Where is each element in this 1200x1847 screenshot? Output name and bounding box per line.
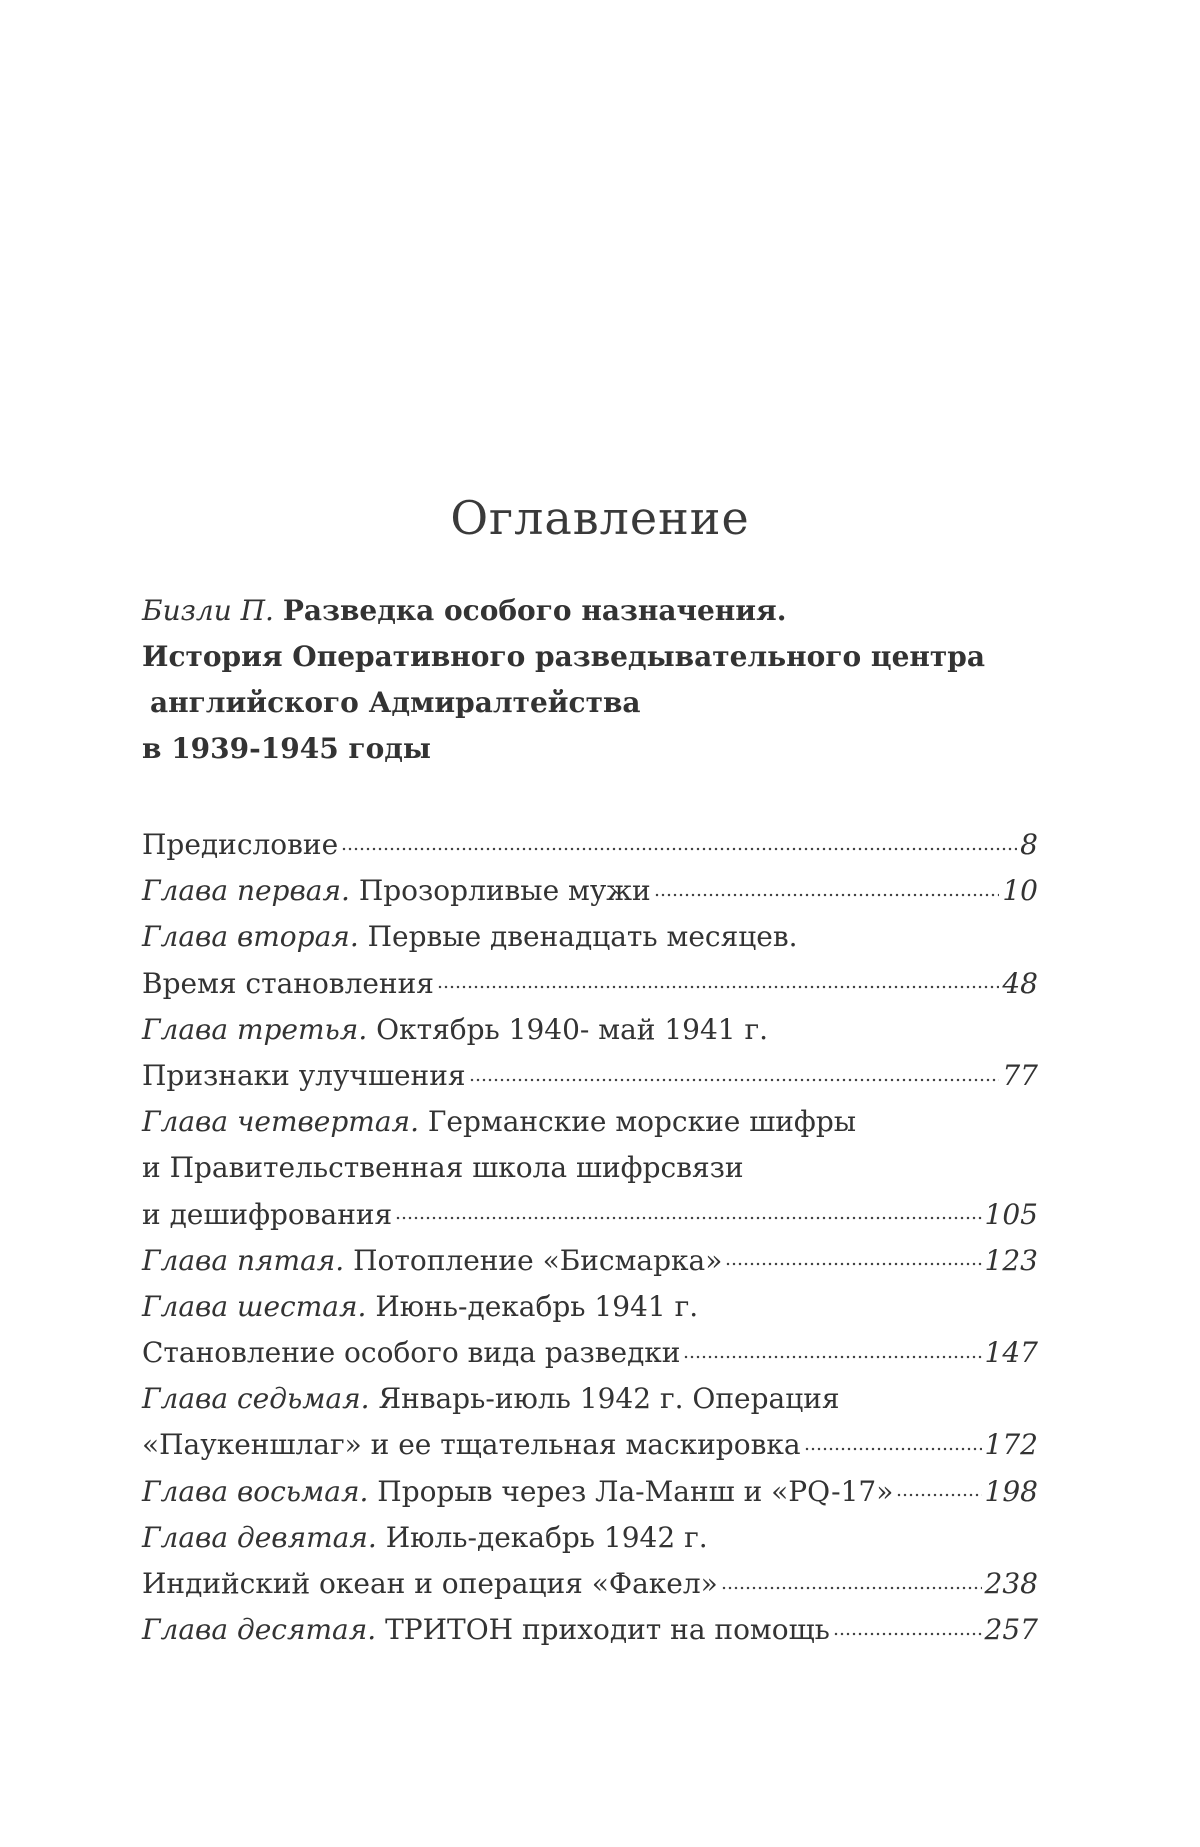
toc-entry[interactable] <box>142 1192 1038 1238</box>
toc-page-number: 238 <box>984 1567 1038 1600</box>
toc-entry[interactable] <box>142 1422 1038 1468</box>
book-title-part-4: в 1939-1945 годы <box>142 732 431 765</box>
page-title: Оглавление <box>450 491 750 545</box>
toc-entry-title: и Правительственная школа шифрсвязи <box>142 1151 744 1185</box>
book-heading <box>142 588 1062 772</box>
toc-page-number: 8 <box>1020 828 1038 861</box>
toc-entry-title: ТРИТОН приходит на помощь <box>385 1613 830 1647</box>
toc-dot-leader <box>833 1613 982 1641</box>
table-of-contents <box>142 822 1038 1653</box>
toc-entry[interactable] <box>142 1561 1038 1607</box>
toc-chapter-label: Глава девятая. <box>142 1520 377 1554</box>
toc-chapter-label: Глава восьмая. <box>142 1474 369 1508</box>
toc-entry[interactable] <box>142 1099 1038 1145</box>
toc-entry[interactable] <box>142 1284 1038 1330</box>
toc-chapter-label: Глава пятая. <box>142 1243 345 1277</box>
toc-dot-leader <box>469 1059 1000 1087</box>
toc-entry[interactable] <box>142 868 1038 914</box>
toc-chapter-label: Глава десятая. <box>142 1613 377 1647</box>
toc-entry[interactable] <box>142 1469 1038 1515</box>
toc-page-number: 10 <box>1002 874 1038 908</box>
toc-page-number: 198 <box>984 1474 1038 1508</box>
toc-entry[interactable] <box>142 961 1038 1007</box>
toc-entry-title: Прозорливые мужи <box>358 874 651 908</box>
toc-entry-title: Потопление «Бисмарка» <box>353 1243 723 1277</box>
toc-dot-leader <box>804 1428 982 1456</box>
toc-page-number: 77 <box>1002 1058 1038 1092</box>
toc-entry-title: Время становления <box>142 966 434 1000</box>
toc-chapter-label: Глава вторая. <box>142 920 359 954</box>
toc-dot-leader <box>341 828 1017 856</box>
book-title-part-2: История Оперативного разведывательного центра <box>142 640 985 673</box>
toc-entry[interactable] <box>142 1145 1038 1191</box>
toc-dot-leader <box>395 1198 981 1226</box>
toc-entry[interactable] <box>142 1007 1038 1053</box>
toc-entry[interactable] <box>142 1330 1038 1376</box>
toc-dot-leader <box>725 1244 981 1272</box>
toc-entry-title: Июль-декабрь 1942 г. <box>385 1520 708 1554</box>
toc-entry-title: Германские морские шифры <box>427 1105 857 1139</box>
book-title-part-3: английского Адмиралтейства <box>150 686 641 719</box>
toc-page-number: 48 <box>1002 966 1038 1000</box>
toc-entry-title: Прорыв через Ла-Манш и «PQ-17» <box>377 1474 894 1508</box>
toc-entry[interactable] <box>142 1376 1038 1422</box>
toc-chapter-label: Глава третья. <box>142 1012 368 1046</box>
toc-chapter-label: Глава шестая. <box>142 1289 367 1323</box>
toc-entry-title: Индийский океан и операция «Факел» <box>142 1567 718 1600</box>
toc-page-number: 105 <box>984 1197 1038 1231</box>
toc-page-number: 123 <box>984 1243 1038 1277</box>
book-heading-line-1 <box>142 588 1062 634</box>
book-title-part-1: Разведка особого назначения. <box>282 594 787 627</box>
toc-entry-title: и дешифрования <box>142 1197 393 1231</box>
toc-dot-leader <box>721 1567 982 1595</box>
toc-entry[interactable] <box>142 1238 1038 1284</box>
toc-entry-title: Первые двенадцать месяцев. <box>367 920 798 954</box>
toc-page-number: 172 <box>984 1428 1038 1462</box>
toc-chapter-label: Глава четвертая. <box>142 1105 419 1139</box>
toc-entry-title: «Паукеншлаг» и ее тщательная маскировка <box>142 1428 801 1462</box>
toc-entry-title: Июнь-декабрь 1941 г. <box>375 1289 699 1323</box>
toc-entry-title: Признаки улучшения <box>142 1058 466 1092</box>
toc-entry[interactable] <box>142 1607 1038 1653</box>
toc-page-number: 147 <box>984 1336 1038 1370</box>
toc-chapter-label: Глава первая. <box>142 874 350 908</box>
toc-dot-leader <box>896 1475 981 1503</box>
toc-entry[interactable] <box>142 1053 1038 1099</box>
toc-page-number: 257 <box>984 1613 1038 1647</box>
toc-dot-leader <box>683 1336 981 1364</box>
toc-entry-title: Январь-июль 1942 г. Операция <box>378 1382 840 1416</box>
toc-dot-leader <box>654 874 1000 902</box>
toc-entry[interactable] <box>142 914 1038 960</box>
book-author: Бизли П. <box>142 594 274 627</box>
toc-entry[interactable] <box>142 822 1038 868</box>
toc-chapter-label: Глава седьмая. <box>142 1382 370 1416</box>
toc-entry-title: Становление особого вида разведки <box>142 1336 681 1370</box>
toc-entry-title: Октябрь 1940- май 1941 г. <box>376 1012 769 1046</box>
toc-entry-title: Предисловие <box>142 828 339 861</box>
toc-entry[interactable] <box>142 1515 1038 1561</box>
toc-dot-leader <box>437 967 999 995</box>
